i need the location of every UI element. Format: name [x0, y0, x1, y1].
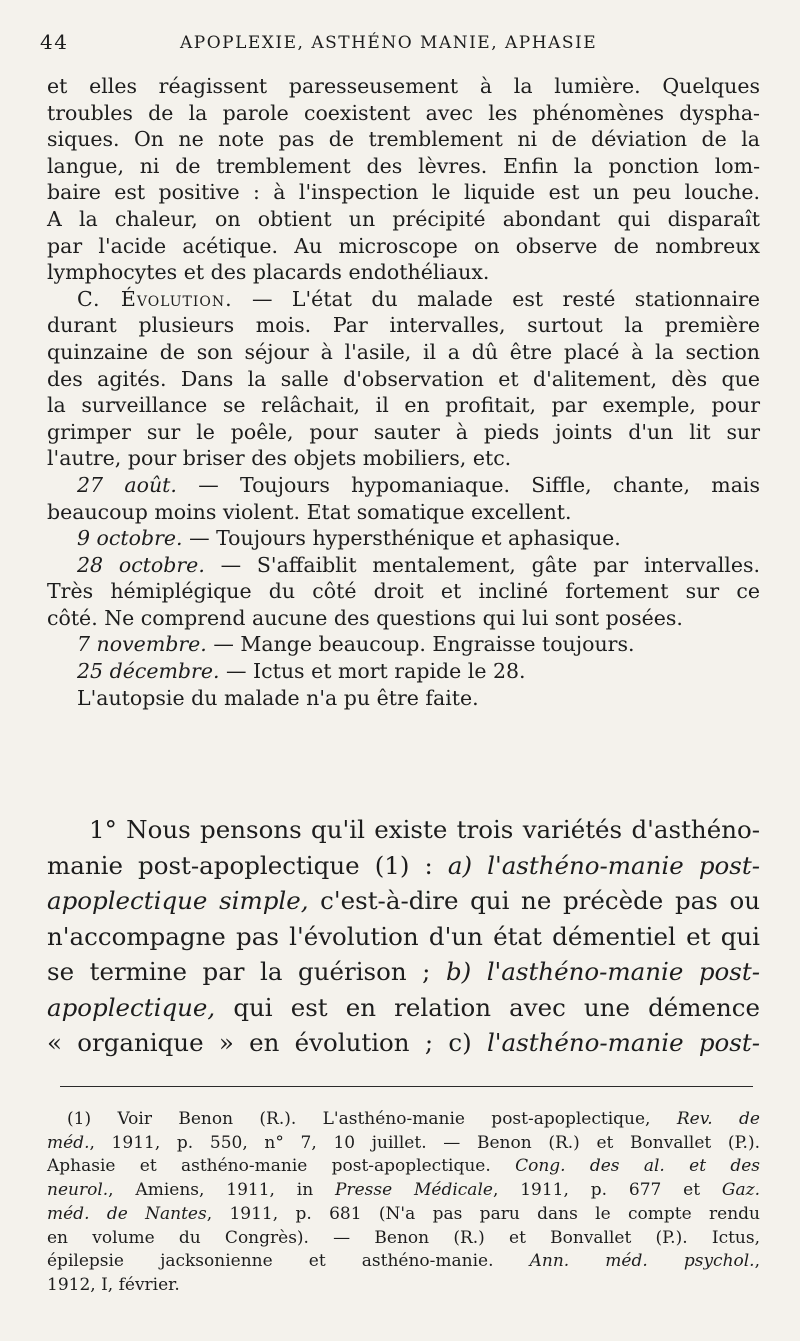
- text-line: grimper sur le poêle, pour sauter à pieds joints d'un lit sur: [47, 419, 760, 444]
- text-span: apoplectique,: [47, 992, 216, 1022]
- footnote-line: 1912, I, février.: [47, 1274, 180, 1295]
- footnote-line: [47, 1155, 760, 1179]
- text-span: Presse Médicale: [335, 1180, 493, 1201]
- text-span: (1) Voir Benon (R.). L'asthéno-manie post-apoplectique,: [67, 1109, 677, 1129]
- text-span: qui est en relation avec une démence: [215, 992, 760, 1022]
- diary-date: 9 octobre.: [77, 526, 183, 551]
- text-span: « organique » en évolution ; c): [47, 1028, 487, 1057]
- text-line: — L'état du malade est resté stationnaire: [232, 286, 760, 311]
- text-span: ,: [754, 1251, 760, 1272]
- evolution-heading-line: [47, 286, 760, 313]
- footnote-line: [47, 1179, 760, 1203]
- text-span: Ann. méd. psychol.: [529, 1251, 755, 1272]
- diary-text: — Toujours hypersthénique et aphasique.: [182, 526, 621, 551]
- text-span: méd.: [47, 1132, 90, 1153]
- text-span: c'est-à-dire qui ne précède pas ou: [308, 886, 760, 915]
- text-span: se termine par la guérison ;: [47, 957, 446, 986]
- footnote: [47, 1108, 760, 1298]
- footnote-line: [47, 1108, 760, 1132]
- running-title: APOPLEXIE, ASTHÉNO MANIE, APHASIE: [180, 33, 598, 53]
- diary-text: beaucoup moins violent. Etat somatique excellent.: [47, 499, 572, 524]
- diary-text: Très hémiplégique du côté droit et incliné fortement sur ce: [47, 579, 760, 604]
- text-span: , Amiens, 1911, in: [108, 1180, 336, 1201]
- text-line: 1° Nous pensons qu'il existe trois variétés d'asthéno-: [89, 815, 760, 844]
- diary-date: 25 décembre.: [77, 659, 220, 684]
- diary-entry: [47, 525, 760, 552]
- footnote-divider: [60, 1086, 753, 1087]
- page-header: [40, 30, 770, 60]
- text-span: apoplectique simple,: [47, 886, 309, 915]
- text-span: méd. de Nantes: [47, 1203, 207, 1224]
- footnote-line: en volume du Congrès). — Benon (R.) et Bonvallet (P.). Ictus,: [47, 1227, 760, 1248]
- diary-entry: [47, 472, 760, 499]
- text-line: des agités. Dans la salle d'observation et d'alitement, dès que: [47, 366, 760, 391]
- diary-entry: [47, 499, 760, 526]
- diary-text: — Toujours hypomaniaque. Siffle, chante, mais: [176, 472, 760, 497]
- diary-text: — Mange beaucoup. Engraisse toujours.: [206, 632, 635, 657]
- text-span: Aphasie et asthéno-manie post-apoplectique.: [47, 1156, 516, 1177]
- diary-text: — S'affaiblit mentalement, gâte par intervalles.: [204, 552, 761, 577]
- text-span: Cong. des al. et des: [515, 1156, 761, 1177]
- observation-text: [47, 73, 760, 711]
- diary-text: — Ictus et mort rapide le 28.: [219, 659, 526, 684]
- text-line: la surveillance se relâchait, il en profitait, par exemple, pour: [47, 393, 760, 418]
- footnote-line: [47, 1203, 760, 1227]
- text-line: et elles réagissent paresseusement à la lumière. Quelques: [47, 74, 760, 98]
- diary-entry: [47, 658, 760, 685]
- page-number: 44: [40, 30, 69, 54]
- text-span: l'asthéno-manie post-: [487, 850, 760, 880]
- text-span: manie post-apoplectique (1) :: [47, 850, 448, 880]
- diary-entry: [47, 631, 760, 658]
- text-span: épilepsie jacksonienne et asthéno-manie.: [47, 1251, 530, 1272]
- diary-entry: [47, 605, 760, 632]
- diary-entry: [47, 552, 760, 579]
- text-line: durant plusieurs mois. Par intervalles, surtout la première: [47, 313, 760, 338]
- text-line: [47, 848, 760, 884]
- text-line: [47, 1025, 760, 1061]
- discussion-text: [47, 812, 760, 1061]
- diary-entry: [47, 578, 760, 605]
- text-line: [47, 990, 760, 1026]
- footnote-line: [47, 1250, 760, 1274]
- diary-entry: [47, 685, 760, 712]
- text-line: baire est positive : à l'inspection le liquide est un peu louche.: [47, 180, 760, 205]
- text-line: langue, ni de tremblement des lèvres. Enfin la ponction lom-: [47, 153, 760, 178]
- text-span: Gaz.: [721, 1180, 760, 1201]
- text-line: par l'acide acétique. Au microscope on observe de nombreux: [47, 233, 760, 258]
- text-span: a): [447, 850, 488, 880]
- text-line: siques. On ne note pas de tremblement ni de déviation de la: [47, 127, 760, 152]
- text-span: Rev. de: [676, 1109, 760, 1129]
- text-span: l'asthéno-manie post-: [486, 1028, 760, 1057]
- text-line: A la chaleur, on obtient un précipité abondant qui disparaît: [47, 206, 760, 231]
- diary-text: L'autopsie du malade n'a pu être faite.: [77, 685, 479, 710]
- text-span: , 1911, p. 681 (N'a pas paru dans le compte rendu: [206, 1203, 760, 1224]
- text-line: quinzaine de son séjour à l'asile, il a dû être placé à la section: [47, 339, 760, 364]
- text-span: neurol.: [47, 1180, 109, 1201]
- diary-date: 27 août.: [77, 472, 177, 497]
- text-span: b) l'asthéno-manie post-: [445, 957, 760, 986]
- diary-date: 7 novembre.: [77, 632, 207, 657]
- text-line: n'accompagne pas l'évolution d'un état démentiel et qui: [47, 921, 760, 951]
- diary-text: côté. Ne comprend aucune des questions qui lui sont posées.: [47, 605, 683, 630]
- text-line: lymphocytes et des placards endothéliaux.: [47, 260, 490, 285]
- footnote-line: [47, 1132, 760, 1156]
- text-span: , 1911, p. 677 et: [492, 1180, 722, 1201]
- text-line: l'autre, pour briser des objets mobiliers, etc.: [47, 446, 512, 471]
- diary-date: 28 octobre.: [77, 552, 205, 577]
- text-span: , 1911, p. 550, n° 7, 10 juillet. — Benon (R.) et Bonvallet (P.).: [89, 1132, 760, 1153]
- text-line: [47, 954, 760, 990]
- text-line: troubles de la parole coexistent avec les phénomènes dyspha-: [47, 100, 760, 125]
- text-line: [47, 883, 760, 919]
- evolution-label: C. Évolution.: [77, 286, 233, 311]
